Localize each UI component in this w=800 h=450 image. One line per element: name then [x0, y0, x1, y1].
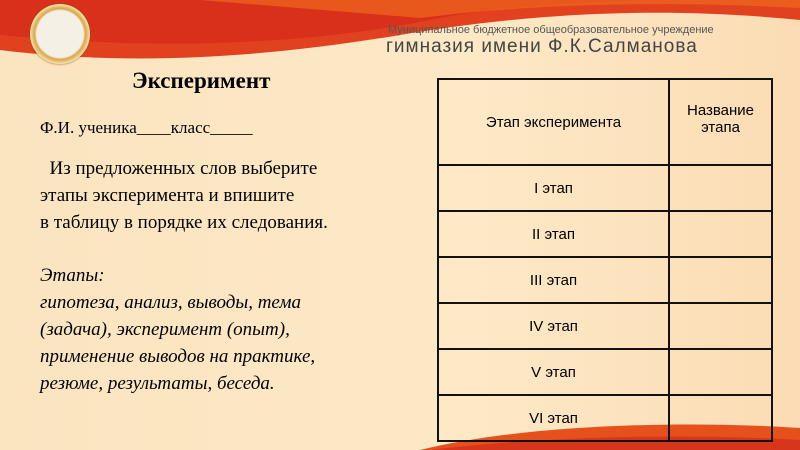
stages-line: резюме, результаты, беседа.	[40, 373, 275, 394]
slide-title: Эксперимент	[132, 68, 271, 93]
header-name: Название этапа	[669, 79, 772, 165]
table-row	[438, 257, 772, 303]
stage-cell: II этап	[438, 211, 669, 257]
stages-line: гипотеза, анализ, выводы, тема	[40, 292, 301, 313]
school-logo	[30, 4, 90, 64]
name-cell[interactable]	[669, 349, 772, 395]
name-cell[interactable]	[669, 303, 772, 349]
student-line: Ф.И. ученика____класс_____	[40, 118, 253, 137]
task-line: этапы эксперимента и впишите	[40, 185, 295, 206]
name-cell[interactable]	[669, 257, 772, 303]
table-row	[438, 211, 772, 257]
stages-table	[437, 78, 773, 442]
name-cell[interactable]	[669, 165, 772, 211]
stage-cell: V этап	[438, 349, 669, 395]
header-stage: Этап эксперимента	[438, 79, 669, 165]
table-row	[438, 395, 772, 441]
stage-cell: I этап	[438, 165, 669, 211]
table-row	[438, 165, 772, 211]
table-row	[438, 349, 772, 395]
name-cell[interactable]	[669, 395, 772, 441]
stage-cell: VI этап	[438, 395, 669, 441]
task-line: Из предложенных слов выберите	[49, 158, 318, 179]
stage-cell: IV этап	[438, 303, 669, 349]
task-text	[40, 155, 328, 236]
stages-label: Этапы:	[40, 265, 105, 286]
task-line: в таблицу в порядке их следования.	[40, 212, 328, 233]
stages-line: (задача), эксперимент (опыт),	[40, 319, 290, 340]
stage-cell: III этап	[438, 257, 669, 303]
stages-line: применение выводов на практике,	[40, 346, 316, 367]
stages-list	[40, 262, 315, 397]
name-cell[interactable]	[669, 211, 772, 257]
school-name: гимназия имени Ф.К.Салманова	[386, 36, 698, 57]
org-line: Муниципальное бюджетное общеобразовательное учреждение	[388, 24, 714, 36]
table-header-row	[438, 79, 772, 165]
table-row	[438, 303, 772, 349]
